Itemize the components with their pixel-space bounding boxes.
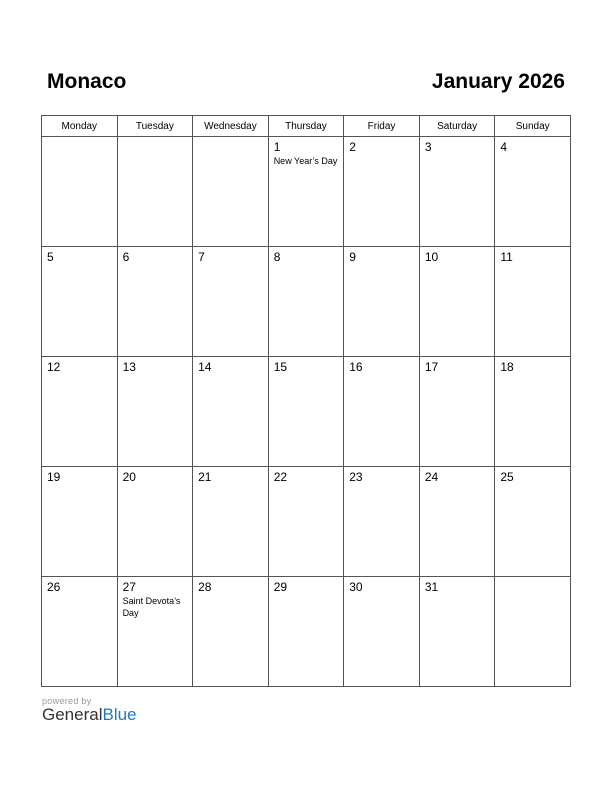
day-cell xyxy=(419,467,495,577)
calendar-header xyxy=(47,70,565,98)
day-number: 7 xyxy=(198,250,205,264)
weekday-sunday: Sunday xyxy=(495,116,571,137)
month-year-title: January 2026 xyxy=(431,70,565,93)
day-cell xyxy=(117,577,193,687)
day-cell xyxy=(193,247,269,357)
day-cell xyxy=(117,247,193,357)
day-number: 11 xyxy=(500,250,513,264)
powered-by-text: powered by xyxy=(42,696,92,706)
day-number: 21 xyxy=(198,470,212,484)
day-cell xyxy=(117,357,193,467)
day-cell xyxy=(495,357,571,467)
day-number: 17 xyxy=(424,360,439,374)
week-row xyxy=(42,467,571,577)
day-cell xyxy=(344,247,420,357)
day-cell xyxy=(344,357,420,467)
day-number: 20 xyxy=(122,470,136,484)
day-cell xyxy=(42,247,118,357)
day-cell xyxy=(495,467,571,577)
generalblue-logo xyxy=(42,705,137,725)
day-cell xyxy=(495,137,571,247)
day-cell xyxy=(42,357,118,467)
day-cell xyxy=(268,247,344,357)
day-number: 13 xyxy=(122,360,136,374)
day-number: 6 xyxy=(122,250,130,264)
day-number: 10 xyxy=(424,250,439,264)
day-number: 15 xyxy=(273,360,288,374)
day-cell xyxy=(117,137,193,247)
week-row xyxy=(42,247,571,357)
day-cell xyxy=(419,247,495,357)
week-row xyxy=(42,137,571,247)
day-number: 30 xyxy=(349,580,363,594)
day-number: 4 xyxy=(500,140,508,154)
brand-general-text: General xyxy=(42,705,103,724)
day-number: 19 xyxy=(47,470,61,484)
weekday-monday: Monday xyxy=(42,116,118,137)
weekday-tuesday: Tuesday xyxy=(117,116,193,137)
weekday-saturday: Saturday xyxy=(419,116,495,137)
day-number: 2 xyxy=(349,140,356,154)
day-cell xyxy=(268,357,344,467)
day-cell xyxy=(344,577,420,687)
holiday-label: New Year’s Day xyxy=(273,156,338,166)
day-cell xyxy=(344,467,420,577)
weekday-header-row xyxy=(42,116,571,137)
day-cell xyxy=(419,577,495,687)
day-number: 27 xyxy=(122,580,136,594)
day-number: 5 xyxy=(47,250,54,264)
day-number: 14 xyxy=(198,360,212,374)
day-cell xyxy=(495,577,571,687)
day-number: 12 xyxy=(47,360,61,374)
day-number: 16 xyxy=(349,360,363,374)
day-cell xyxy=(419,137,495,247)
day-number: 1 xyxy=(273,140,281,154)
day-number: 8 xyxy=(273,250,281,264)
day-cell xyxy=(193,467,269,577)
day-number: 24 xyxy=(424,470,439,484)
day-number: 3 xyxy=(424,140,432,154)
holiday-label: Saint Devota’s Day xyxy=(122,596,181,618)
footer-branding xyxy=(42,696,137,725)
day-cell xyxy=(42,577,118,687)
weekday-friday: Friday xyxy=(344,116,420,137)
brand-blue-text: Blue xyxy=(102,705,137,724)
day-cell xyxy=(42,467,118,577)
day-cell xyxy=(193,137,269,247)
day-cell xyxy=(268,577,344,687)
day-number: 23 xyxy=(349,470,363,484)
day-cell xyxy=(344,137,420,247)
day-cell xyxy=(419,357,495,467)
day-number: 26 xyxy=(47,580,61,594)
calendar-body xyxy=(42,137,571,687)
country-title: Monaco xyxy=(47,70,127,93)
day-number: 22 xyxy=(273,470,288,484)
day-cell xyxy=(42,137,118,247)
weekday-wednesday: Wednesday xyxy=(193,116,269,137)
day-cell xyxy=(117,467,193,577)
day-number: 31 xyxy=(424,580,439,594)
day-cell xyxy=(268,467,344,577)
calendar-grid xyxy=(41,115,571,687)
weekday-thursday: Thursday xyxy=(268,116,344,137)
day-number: 28 xyxy=(198,580,212,594)
day-number: 29 xyxy=(273,580,288,594)
day-number: 25 xyxy=(500,470,514,484)
week-row xyxy=(42,577,571,687)
week-row xyxy=(42,357,571,467)
day-number: 18 xyxy=(500,360,514,374)
day-number: 9 xyxy=(349,250,356,264)
day-cell xyxy=(268,137,344,247)
day-cell xyxy=(495,247,571,357)
day-cell xyxy=(193,577,269,687)
day-cell xyxy=(193,357,269,467)
